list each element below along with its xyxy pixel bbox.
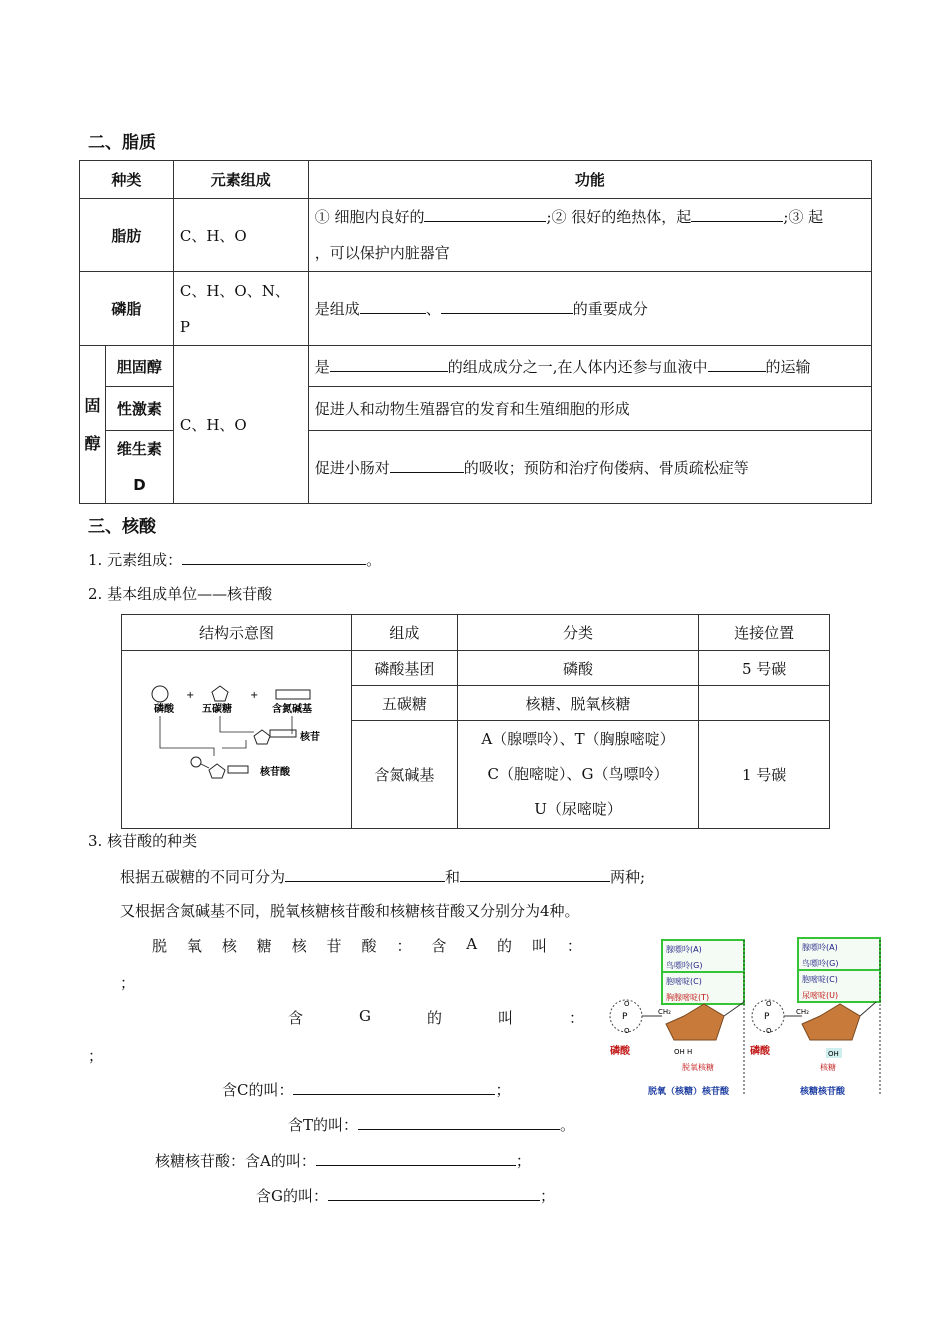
fat-func-text: ① 细胞内良好的 xyxy=(314,208,425,226)
label-text: ； xyxy=(539,1187,555,1205)
label-char: G xyxy=(359,1007,371,1025)
oxygen-label: O xyxy=(766,1027,772,1035)
pos-base: 1 号碳 xyxy=(699,721,830,829)
ch2-label: CH₂ xyxy=(796,1008,809,1016)
sterol-group xyxy=(80,346,106,504)
label-char: ： xyxy=(396,937,412,955)
deoxy-g-line xyxy=(288,1007,584,1028)
func-text: 是组成 xyxy=(314,300,360,318)
lipid-table xyxy=(79,160,872,504)
hydroxyl-label: OH xyxy=(828,1050,839,1058)
oxygen-label: O xyxy=(624,1000,630,1008)
label-char: 含 xyxy=(431,937,447,955)
sterol-char: 固 xyxy=(84,395,101,415)
comp-base: 含氮碱基 xyxy=(351,721,457,829)
phosphorus-label: P xyxy=(764,1012,770,1022)
phosphorus-label: P xyxy=(622,1012,628,1022)
blank-line[interactable] xyxy=(441,299,573,314)
cholesterol-name: 胆固醇 xyxy=(105,346,173,387)
sex-hormone-function: 促进人和动物生殖器官的发育和生殖细胞的形成 xyxy=(308,387,871,431)
blank-line[interactable] xyxy=(390,458,464,473)
label-char: 脱 xyxy=(152,937,168,955)
blank-line[interactable] xyxy=(360,299,426,314)
label-text: 。 xyxy=(560,1116,576,1134)
pos-phosphate: 5 号碳 xyxy=(699,651,830,686)
ch2-label: CH₂ xyxy=(658,1008,671,1016)
base-label: 鸟嘌呤(G) xyxy=(802,959,839,968)
elements-text: C、H、O、N、 xyxy=(179,281,290,300)
sex-hormone-name: 性激素 xyxy=(105,387,173,431)
cls-text: A（腺嘌呤）、T（胸腺嘧啶） xyxy=(481,730,675,748)
label-char: ： xyxy=(568,1009,584,1027)
func-text: 的组成成分之一,在人体内还参与血液中 xyxy=(447,357,708,376)
phospholipid-name: 磷脂 xyxy=(80,272,174,346)
deoxy-t-line xyxy=(288,1114,575,1135)
base-label: 腺嘌呤(A) xyxy=(666,945,702,954)
oxygen-label: O xyxy=(624,1027,630,1035)
func-text: 的吸收；预防和治疗佝偻病、骨质疏松症等 xyxy=(463,458,749,477)
base-label: 鸟嘌呤(G) xyxy=(666,961,703,970)
header-class: 分类 xyxy=(457,615,699,651)
func-text: 的运输 xyxy=(765,357,811,376)
blank-line[interactable] xyxy=(285,867,445,882)
base-label: 胞嘧啶(C) xyxy=(666,977,702,986)
pentagon-icon xyxy=(254,730,270,744)
oxygen-label: O xyxy=(766,1000,772,1008)
base-label: 胸腺嘧啶(T) xyxy=(666,993,710,1002)
sugar-label: 核糖 xyxy=(820,1063,836,1072)
blank-line[interactable] xyxy=(182,550,366,565)
nucleoside-label: 核苷 xyxy=(300,731,321,743)
cls-sugar: 核糖、脱氧核糖 xyxy=(457,686,699,721)
label-char: 酸 xyxy=(361,937,377,955)
header-function: 功能 xyxy=(308,161,871,199)
func-text: 是 xyxy=(314,357,330,376)
header-type: 种类 xyxy=(80,161,174,199)
sterol-elements: C、H、O xyxy=(173,346,308,504)
base-rect-icon xyxy=(228,766,248,773)
base-label: 含氮碱基 xyxy=(272,703,313,715)
label-char: 核 xyxy=(291,937,307,955)
label-char: ： xyxy=(566,937,582,955)
vitamin-text: D xyxy=(133,476,146,494)
label-text: 含G的叫： xyxy=(256,1187,328,1205)
label-text: 含T的叫： xyxy=(288,1116,359,1134)
header-composition: 组成 xyxy=(351,615,457,651)
item-basic-unit: 2. 基本组成单位——核苷酸 xyxy=(88,585,273,603)
ribo-g-line xyxy=(256,1185,555,1206)
label-char: 叫 xyxy=(531,937,547,955)
blank-line[interactable] xyxy=(358,1115,560,1130)
fat-func-text: ;③ 起 xyxy=(783,208,824,226)
para-text: 和 xyxy=(445,868,461,886)
para-text: 根据五碳糖的不同可分为 xyxy=(120,868,286,886)
label-char: A xyxy=(466,935,478,953)
para-text: 两种; xyxy=(610,868,646,886)
label-char: 含 xyxy=(288,1009,304,1027)
deoxy-c-line xyxy=(222,1079,511,1100)
label-char: 氧 xyxy=(186,937,202,955)
label-char: 的 xyxy=(497,937,513,955)
phospholipid-function xyxy=(308,272,871,346)
blank-line[interactable] xyxy=(316,1151,516,1166)
fat-func-text: ;② 很好的绝热体，起 xyxy=(546,208,692,226)
semicolon: ； xyxy=(120,974,136,992)
label-text: 含C的叫： xyxy=(222,1081,294,1099)
item-text: 。 xyxy=(366,551,382,569)
comp-sugar: 五碳糖 xyxy=(351,686,457,721)
item-kinds: 3. 核苷酸的种类 xyxy=(88,832,198,850)
section-title-lipid: 二、脂质 xyxy=(88,133,156,153)
label-text: 核糖核苷酸：含A的叫： xyxy=(155,1152,316,1170)
structure-diagram xyxy=(122,651,352,829)
ribo-a-line xyxy=(155,1150,531,1171)
func-text: 促进小肠对 xyxy=(314,458,390,477)
hydroxyl-label: OH H xyxy=(674,1048,693,1056)
func-text: 、 xyxy=(425,300,441,318)
pentagon-icon xyxy=(209,764,225,778)
blank-line[interactable] xyxy=(330,357,448,372)
cholesterol-function xyxy=(308,346,871,387)
blank-line[interactable] xyxy=(460,867,610,882)
phosphate-label: 磷酸 xyxy=(154,703,175,715)
elements-text: P xyxy=(179,317,190,336)
label-char: 的 xyxy=(426,1009,442,1027)
vitamin-d-name xyxy=(105,431,173,504)
fat-func-text: ，可以保护内脏器官 xyxy=(314,244,450,262)
func-text: 的重要成分 xyxy=(572,300,648,318)
phosphate-label: 磷酸 xyxy=(610,1046,630,1057)
vitamin-d-function xyxy=(308,431,871,504)
sugar-pentagon-icon xyxy=(802,1004,860,1040)
header-structure: 结构示意图 xyxy=(122,615,352,651)
sterol-char: 醇 xyxy=(84,433,101,453)
label-text: ； xyxy=(515,1152,531,1170)
semicolon: ； xyxy=(88,1047,104,1065)
base-label: 腺嘌呤(A) xyxy=(802,943,838,952)
sugar-label: 五碳糖 xyxy=(202,703,233,715)
header-elements: 元素组成 xyxy=(173,161,308,199)
cls-phosphate: 磷酸 xyxy=(457,651,699,686)
item-elements xyxy=(88,549,381,570)
nucleotide-structure-figure xyxy=(604,936,884,1102)
label-char: 叫 xyxy=(497,1009,513,1027)
blank-line[interactable] xyxy=(708,357,766,372)
sugar-label: 脱氧核糖 xyxy=(682,1063,714,1072)
vitamin-text: 维生素 xyxy=(116,440,162,458)
para-base-types: 又根据含氮碱基不同，脱氧核糖核苷酸和核糖核苷酸又分别分为4种。 xyxy=(120,902,580,920)
nucleotide-label: 核苷酸 xyxy=(260,766,291,778)
phospholipid-elements xyxy=(173,272,308,346)
fat-name: 脂肪 xyxy=(80,199,174,272)
nucleotide-diagram xyxy=(122,652,350,824)
cls-base xyxy=(457,721,699,829)
blank-line[interactable] xyxy=(293,1080,495,1095)
blank-line[interactable] xyxy=(424,207,546,222)
base-rect-icon xyxy=(276,690,310,699)
label-char: 核 xyxy=(221,937,237,955)
cls-text: U（尿嘧啶） xyxy=(534,800,622,818)
plus-sign: + xyxy=(186,689,195,701)
sugar-pentagon-icon xyxy=(666,1004,724,1040)
caption-label: 脱氧（核糖）核苷酸 xyxy=(648,1087,730,1097)
header-position: 连接位置 xyxy=(699,615,830,651)
blank-line[interactable] xyxy=(328,1186,540,1201)
pentagon-icon xyxy=(212,686,228,701)
comp-phosphate: 磷酸基团 xyxy=(351,651,457,686)
label-char: 糖 xyxy=(256,937,272,955)
caption-label: 核糖核苷酸 xyxy=(800,1087,846,1097)
blank-line[interactable] xyxy=(691,207,783,222)
item-text: 1. 元素组成： xyxy=(88,551,183,569)
para-sugar-types xyxy=(120,866,645,887)
label-text: ； xyxy=(495,1081,511,1099)
plus-sign: + xyxy=(250,689,259,701)
phosphate-label: 磷酸 xyxy=(750,1046,770,1057)
pos-sugar xyxy=(699,686,830,721)
fat-elements: C、H、O xyxy=(173,199,308,272)
label-char: 苷 xyxy=(326,937,342,955)
nucleotide-table xyxy=(121,614,830,829)
cls-text: C（胞嘧啶）、G（鸟嘌呤） xyxy=(487,765,669,783)
deoxy-a-line xyxy=(152,935,582,956)
section-title-nucleic: 三、核酸 xyxy=(88,517,156,537)
base-label: 胞嘧啶(C) xyxy=(802,975,838,984)
fat-function xyxy=(308,199,871,272)
base-label: 尿嘧啶(U) xyxy=(802,991,839,1000)
